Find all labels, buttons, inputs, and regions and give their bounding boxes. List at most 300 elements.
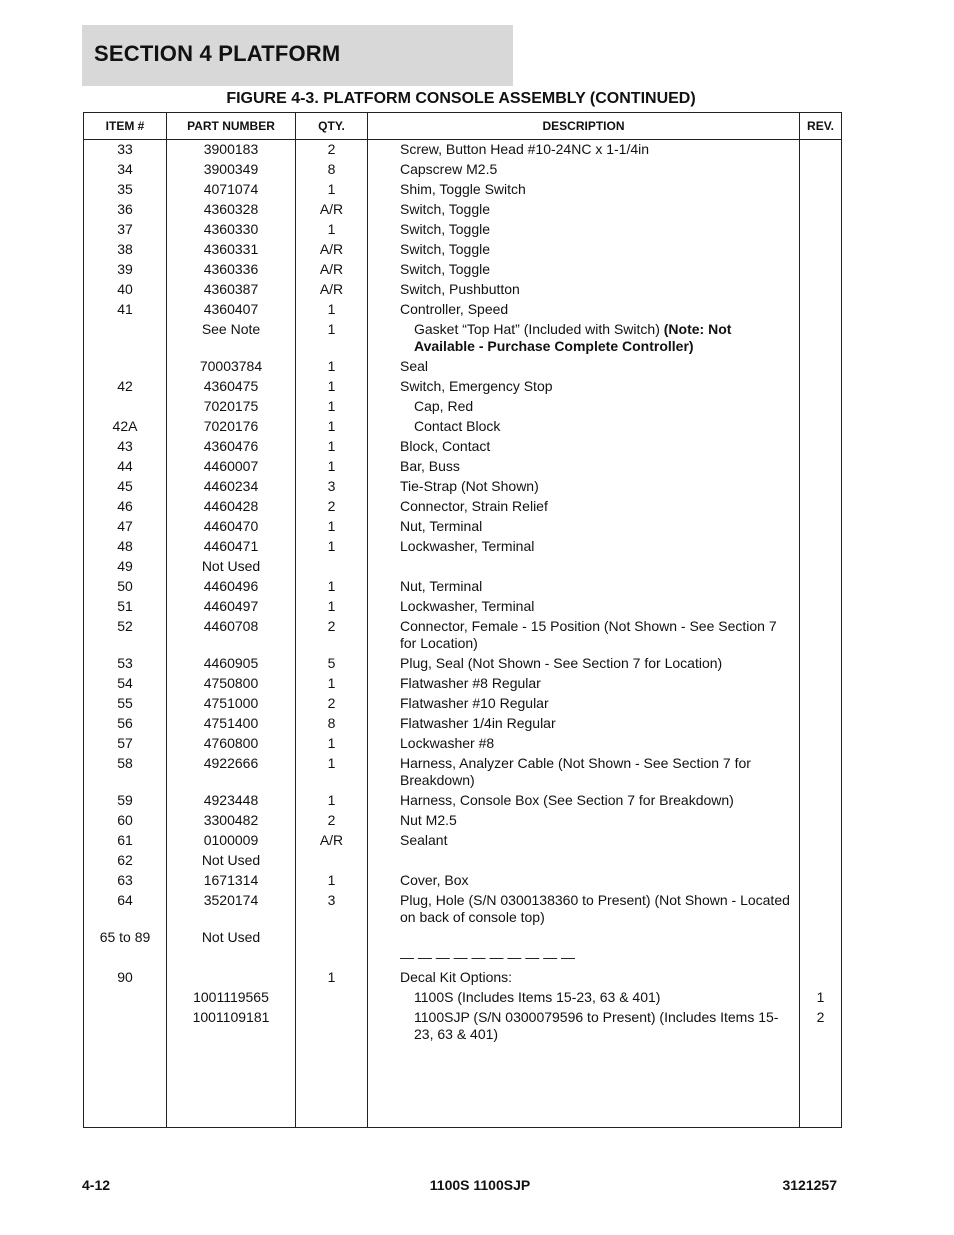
cell-rev: 2 — [800, 1008, 842, 1045]
cell-description — [368, 988, 800, 1008]
cell-qty: A/R — [296, 831, 368, 851]
cell-description — [368, 617, 800, 654]
table-row — [84, 280, 842, 300]
table-row — [84, 948, 842, 968]
cell-qty: A/R — [296, 260, 368, 280]
table-row — [84, 397, 842, 417]
table-row — [84, 140, 842, 161]
cell-description — [368, 240, 800, 260]
cell-description — [368, 891, 800, 928]
cell-description — [368, 557, 800, 577]
cell-qty: 8 — [296, 714, 368, 734]
cell-part-number: 4460708 — [167, 617, 296, 654]
cell-description — [368, 260, 800, 280]
cell-description — [368, 871, 800, 891]
cell-rev — [800, 948, 842, 968]
cell-part-number: 4360476 — [167, 437, 296, 457]
cell-item: 47 — [84, 517, 167, 537]
cell-rev — [800, 791, 842, 811]
cell-description — [368, 714, 800, 734]
cell-description — [368, 497, 800, 517]
description-text: — — — — — — — — — — — [400, 949, 576, 965]
cell-description — [368, 734, 800, 754]
table-row — [84, 714, 842, 734]
column-header-description: DESCRIPTION — [368, 113, 800, 140]
cell-rev — [800, 160, 842, 180]
cell-description — [368, 397, 800, 417]
cell-part-number: 4751400 — [167, 714, 296, 734]
description-text: Harness, Analyzer Cable (Not Shown - See Section 7 for Breakdown) — [400, 755, 751, 788]
cell-rev — [800, 260, 842, 280]
parts-table — [83, 112, 842, 1128]
cell-rev — [800, 320, 842, 357]
cell-part-number: 4360336 — [167, 260, 296, 280]
cell-qty: 1 — [296, 537, 368, 557]
cell-part-number: 4460496 — [167, 577, 296, 597]
description-text: Lockwasher #8 — [400, 735, 495, 751]
cell-part-number: 4460234 — [167, 477, 296, 497]
cell-item: 56 — [84, 714, 167, 734]
cell-item: 53 — [84, 654, 167, 674]
cell-rev — [800, 968, 842, 988]
cell-item — [84, 948, 167, 968]
cell-item: 42 — [84, 377, 167, 397]
cell-qty: 1 — [296, 597, 368, 617]
description-text: Flatwasher #8 Regular — [400, 675, 541, 691]
cell-qty: 1 — [296, 577, 368, 597]
cell-part-number: 4460470 — [167, 517, 296, 537]
cell-item: 46 — [84, 497, 167, 517]
cell-item: 51 — [84, 597, 167, 617]
cell-rev — [800, 357, 842, 377]
cell-qty: 1 — [296, 754, 368, 791]
table-row — [84, 791, 842, 811]
cell-qty: 1 — [296, 377, 368, 397]
cell-description — [368, 654, 800, 674]
cell-description — [368, 517, 800, 537]
description-text: Controller, Speed — [400, 301, 509, 317]
blank-cell — [84, 1045, 167, 1128]
cell-qty — [296, 988, 368, 1008]
blank-cell — [167, 1045, 296, 1128]
cell-rev — [800, 714, 842, 734]
cell-item: 55 — [84, 694, 167, 714]
cell-part-number: 4923448 — [167, 791, 296, 811]
description-text: Decal Kit Options: — [400, 969, 513, 985]
table-row — [84, 968, 842, 988]
cell-qty — [296, 948, 368, 968]
cell-description — [368, 791, 800, 811]
description-text: Connector, Strain Relief — [400, 498, 548, 514]
cell-part-number: 4360475 — [167, 377, 296, 397]
cell-item: 59 — [84, 791, 167, 811]
cell-part-number: 7020175 — [167, 397, 296, 417]
cell-item: 54 — [84, 674, 167, 694]
description-text: Plug, Hole (S/N 0300138360 to Present) (Not Shown - Located on back of console top) — [400, 892, 790, 925]
table-row — [84, 577, 842, 597]
cell-rev — [800, 891, 842, 928]
blank-cell — [800, 1045, 842, 1128]
cell-description — [368, 280, 800, 300]
table-row — [84, 928, 842, 948]
description-text: Seal — [400, 358, 429, 374]
description-text: Lockwasher, Terminal — [400, 538, 535, 554]
cell-part-number: 4460471 — [167, 537, 296, 557]
description-text: Tie-Strap (Not Shown) — [400, 478, 539, 494]
description-text: Connector, Female - 15 Position (Not Shown - See Section 7 for Location) — [400, 618, 777, 651]
cell-part-number: 7020176 — [167, 417, 296, 437]
cell-item: 44 — [84, 457, 167, 477]
cell-description — [368, 537, 800, 557]
cell-part-number — [167, 968, 296, 988]
table-row — [84, 300, 842, 320]
description-text: Flatwasher 1/4in Regular — [400, 715, 556, 731]
cell-qty: 5 — [296, 654, 368, 674]
cell-item: 40 — [84, 280, 167, 300]
cell-item: 61 — [84, 831, 167, 851]
cell-item — [84, 1008, 167, 1045]
cell-item — [84, 397, 167, 417]
column-header-part-number: PART NUMBER — [167, 113, 296, 140]
cell-qty: 1 — [296, 357, 368, 377]
description-text: Gasket “Top Hat” (Included with Switch) — [414, 321, 664, 337]
table-row — [84, 694, 842, 714]
cell-part-number: 3520174 — [167, 891, 296, 928]
table-row — [84, 597, 842, 617]
cell-part-number: 4071074 — [167, 180, 296, 200]
cell-qty: A/R — [296, 280, 368, 300]
cell-qty: 1 — [296, 437, 368, 457]
cell-part-number — [167, 948, 296, 968]
cell-description — [368, 948, 800, 968]
cell-description — [368, 357, 800, 377]
cell-description — [368, 220, 800, 240]
table-row — [84, 654, 842, 674]
cell-qty: 2 — [296, 140, 368, 161]
table-row — [84, 831, 842, 851]
table-row — [84, 871, 842, 891]
cell-item: 33 — [84, 140, 167, 161]
cell-part-number: 4460428 — [167, 497, 296, 517]
cell-item: 90 — [84, 968, 167, 988]
cell-rev — [800, 397, 842, 417]
blank-cell — [368, 1045, 800, 1128]
cell-qty — [296, 928, 368, 948]
cell-qty: 1 — [296, 320, 368, 357]
description-text: Switch, Toggle — [400, 241, 491, 257]
description-text: Nut, Terminal — [400, 518, 483, 534]
blank-cell — [296, 1045, 368, 1128]
cell-description — [368, 457, 800, 477]
cell-description — [368, 577, 800, 597]
cell-description — [368, 180, 800, 200]
cell-qty: 1 — [296, 300, 368, 320]
cell-part-number: 4360328 — [167, 200, 296, 220]
cell-description — [368, 694, 800, 714]
table-row — [84, 377, 842, 397]
cell-rev — [800, 220, 842, 240]
cell-qty: A/R — [296, 240, 368, 260]
cell-qty: 3 — [296, 477, 368, 497]
cell-part-number: 3900183 — [167, 140, 296, 161]
cell-part-number: Not Used — [167, 557, 296, 577]
cell-description — [368, 674, 800, 694]
table-row — [84, 357, 842, 377]
cell-part-number: 4460497 — [167, 597, 296, 617]
cell-part-number: 4922666 — [167, 754, 296, 791]
cell-part-number: 3900349 — [167, 160, 296, 180]
table-row — [84, 220, 842, 240]
cell-item: 58 — [84, 754, 167, 791]
column-header-qty: QTY. — [296, 113, 368, 140]
table-row — [84, 437, 842, 457]
table-blank-row — [84, 1045, 842, 1128]
cell-qty: 1 — [296, 397, 368, 417]
cell-rev — [800, 140, 842, 161]
cell-item: 45 — [84, 477, 167, 497]
cell-part-number: 4360387 — [167, 280, 296, 300]
cell-rev — [800, 457, 842, 477]
cell-rev — [800, 654, 842, 674]
cell-qty: 1 — [296, 220, 368, 240]
table-row — [84, 180, 842, 200]
table-row — [84, 537, 842, 557]
cell-part-number: 4360331 — [167, 240, 296, 260]
table-row — [84, 497, 842, 517]
table-row — [84, 200, 842, 220]
cell-qty: 1 — [296, 871, 368, 891]
table-row — [84, 160, 842, 180]
cell-part-number: Not Used — [167, 851, 296, 871]
cell-part-number: 4460007 — [167, 457, 296, 477]
cell-item: 63 — [84, 871, 167, 891]
table-row — [84, 891, 842, 928]
cell-rev — [800, 200, 842, 220]
description-text: Shim, Toggle Switch — [400, 181, 526, 197]
cell-part-number: 1001109181 — [167, 1008, 296, 1045]
cell-rev — [800, 417, 842, 437]
description-text: Harness, Console Box (See Section 7 for Breakdown) — [400, 792, 734, 808]
cell-rev — [800, 240, 842, 260]
column-header-rev: REV. — [800, 113, 842, 140]
description-text: Sealant — [400, 832, 448, 848]
cell-item: 43 — [84, 437, 167, 457]
cell-item: 39 — [84, 260, 167, 280]
cell-rev: 1 — [800, 988, 842, 1008]
cell-part-number: See Note — [167, 320, 296, 357]
cell-part-number: 3300482 — [167, 811, 296, 831]
description-text: Contact Block — [414, 418, 501, 434]
cell-description — [368, 968, 800, 988]
description-text: Switch, Toggle — [400, 221, 491, 237]
table-row — [84, 457, 842, 477]
cell-part-number: 4460905 — [167, 654, 296, 674]
cell-description — [368, 417, 800, 437]
cell-part-number: 70003784 — [167, 357, 296, 377]
cell-rev — [800, 928, 842, 948]
table-row — [84, 240, 842, 260]
section-title: SECTION 4 PLATFORM — [94, 41, 341, 66]
table-row — [84, 1008, 842, 1045]
cell-qty: 2 — [296, 497, 368, 517]
footer-page-number: 4-12 — [82, 1177, 111, 1193]
description-text: Plug, Seal (Not Shown - See Section 7 for Location) — [400, 655, 723, 671]
cell-part-number: 4360330 — [167, 220, 296, 240]
section-header — [82, 25, 513, 86]
cell-description — [368, 300, 800, 320]
cell-item: 60 — [84, 811, 167, 831]
cell-part-number: 4751000 — [167, 694, 296, 714]
cell-part-number: 4760800 — [167, 734, 296, 754]
cell-qty: 8 — [296, 160, 368, 180]
cell-qty: 2 — [296, 617, 368, 654]
cell-rev — [800, 300, 842, 320]
cell-part-number: 0100009 — [167, 831, 296, 851]
cell-qty: 3 — [296, 891, 368, 928]
cell-item: 64 — [84, 891, 167, 928]
cell-qty: 1 — [296, 417, 368, 437]
description-text: Nut, Terminal — [400, 578, 483, 594]
cell-rev — [800, 280, 842, 300]
cell-rev — [800, 597, 842, 617]
cell-description — [368, 754, 800, 791]
description-text: 1100S (Includes Items 15-23, 63 & 401) — [414, 989, 661, 1005]
cell-description — [368, 437, 800, 457]
description-text: Flatwasher #10 Regular — [400, 695, 549, 711]
cell-item — [84, 988, 167, 1008]
table-row — [84, 851, 842, 871]
table-row — [84, 617, 842, 654]
cell-qty — [296, 1008, 368, 1045]
description-text: Switch, Toggle — [400, 201, 491, 217]
description-text: Switch, Toggle — [400, 261, 491, 277]
table-row — [84, 260, 842, 280]
description-text: Screw, Button Head #10-24NC x 1-1/4in — [400, 141, 650, 157]
cell-part-number: 4750800 — [167, 674, 296, 694]
footer-model: 1100S 1100SJP — [429, 1177, 531, 1193]
table-header-row — [84, 113, 842, 140]
figure-title: FIGURE 4-3. PLATFORM CONSOLE ASSEMBLY (CONTINUED) — [226, 90, 696, 107]
cell-description — [368, 200, 800, 220]
cell-rev — [800, 377, 842, 397]
cell-item: 65 to 89 — [84, 928, 167, 948]
cell-qty: 1 — [296, 674, 368, 694]
description-text: Bar, Buss — [400, 458, 460, 474]
cell-description — [368, 928, 800, 948]
footer-doc-number: 3121257 — [782, 1177, 837, 1193]
description-text: 1100SJP (S/N 0300079596 to Present) (Includes Items 15-23, 63 & 401) — [414, 1009, 779, 1042]
description-text: Switch, Pushbutton — [400, 281, 520, 297]
cell-part-number: Not Used — [167, 928, 296, 948]
table-row — [84, 477, 842, 497]
table-row — [84, 320, 842, 357]
cell-qty: A/R — [296, 200, 368, 220]
cell-item: 42A — [84, 417, 167, 437]
cell-item — [84, 357, 167, 377]
description-text: Cap, Red — [414, 398, 474, 414]
description-text: Nut M2.5 — [400, 812, 457, 828]
cell-item: 50 — [84, 577, 167, 597]
cell-description — [368, 377, 800, 397]
cell-qty: 1 — [296, 968, 368, 988]
cell-rev — [800, 180, 842, 200]
cell-rev — [800, 617, 842, 654]
description-text: Switch, Emergency Stop — [400, 378, 553, 394]
cell-part-number: 1671314 — [167, 871, 296, 891]
column-header-item: ITEM # — [84, 113, 167, 140]
table-row — [84, 417, 842, 437]
description-text: Lockwasher, Terminal — [400, 598, 535, 614]
cell-qty — [296, 557, 368, 577]
cell-description — [368, 477, 800, 497]
cell-description — [368, 320, 800, 357]
cell-qty: 2 — [296, 694, 368, 714]
cell-rev — [800, 477, 842, 497]
cell-item: 38 — [84, 240, 167, 260]
cell-rev — [800, 537, 842, 557]
cell-rev — [800, 437, 842, 457]
cell-item: 37 — [84, 220, 167, 240]
cell-rev — [800, 577, 842, 597]
cell-rev — [800, 497, 842, 517]
cell-description — [368, 851, 800, 871]
cell-item — [84, 320, 167, 357]
cell-description — [368, 811, 800, 831]
cell-rev — [800, 734, 842, 754]
description-text: Cover, Box — [400, 872, 469, 888]
cell-description — [368, 831, 800, 851]
cell-rev — [800, 557, 842, 577]
description-note: (Note: Not Available - Purchase Complete Controller) — [414, 321, 732, 354]
cell-description — [368, 597, 800, 617]
table-row — [84, 674, 842, 694]
cell-rev — [800, 811, 842, 831]
description-text: Capscrew M2.5 — [400, 161, 498, 177]
cell-item: 62 — [84, 851, 167, 871]
cell-item: 48 — [84, 537, 167, 557]
cell-item: 34 — [84, 160, 167, 180]
cell-qty: 1 — [296, 517, 368, 537]
cell-rev — [800, 694, 842, 714]
table-row — [84, 557, 842, 577]
cell-rev — [800, 517, 842, 537]
table-row — [84, 811, 842, 831]
cell-qty: 1 — [296, 734, 368, 754]
cell-item: 36 — [84, 200, 167, 220]
cell-rev — [800, 851, 842, 871]
cell-description — [368, 160, 800, 180]
table-row — [84, 734, 842, 754]
table-row — [84, 517, 842, 537]
cell-item: 41 — [84, 300, 167, 320]
cell-rev — [800, 831, 842, 851]
cell-item: 52 — [84, 617, 167, 654]
cell-item: 57 — [84, 734, 167, 754]
cell-qty: 2 — [296, 811, 368, 831]
cell-item: 49 — [84, 557, 167, 577]
cell-part-number: 4360407 — [167, 300, 296, 320]
cell-qty: 1 — [296, 457, 368, 477]
cell-part-number: 1001119565 — [167, 988, 296, 1008]
cell-rev — [800, 674, 842, 694]
table-row — [84, 754, 842, 791]
cell-item: 35 — [84, 180, 167, 200]
cell-rev — [800, 871, 842, 891]
table-row — [84, 988, 842, 1008]
cell-qty — [296, 851, 368, 871]
cell-description — [368, 140, 800, 161]
cell-rev — [800, 754, 842, 791]
